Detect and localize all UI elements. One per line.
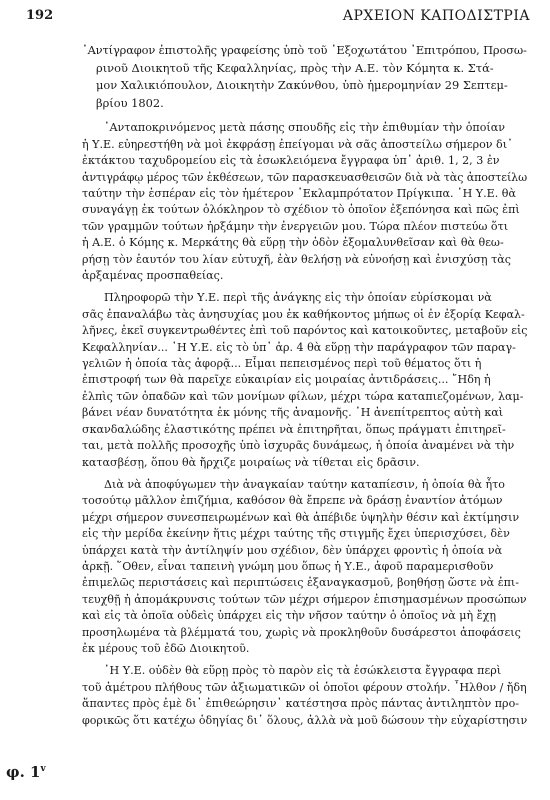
- page-number: 192: [26, 8, 54, 23]
- paragraph-line: ἐπιστροφή των θὰ παρεῖχε εὐκαιρίαν εἰς μοιραίας ἀντιδράσεις... ῎Ηδη ἡ: [82, 373, 491, 387]
- paragraph-line: ἀρκῇ. ῞Οθεν, εἶναι ταπεινὴ γνώμη μου ὅπως ἡ Υ.Ε., ἀφοῦ παραμερισθοῦν: [82, 559, 494, 573]
- running-title: ΑΡΧΕΙΟΝ ΚΑΠΟΔΙΣΤΡΙΑ: [342, 8, 530, 24]
- page-header: [26, 8, 530, 30]
- paragraph-line: Κεφαλληνίαν... ῾Η Υ.Ε. εἰς τὸ ὑπ᾽ ἀρ. 4 θὰ εὕρῃ τὴν παράγραφον τῶν παραγ-: [82, 340, 516, 354]
- folio-side: v: [40, 764, 46, 774]
- paragraph-line: βάνει νέαν δυνατότητα ἐκ μόνης τῆς ἀναμονῆς. ῾Η ἀνεπίτρεπτος αὐτὴ καὶ: [82, 406, 504, 420]
- heading-line: βρίου 1802.: [96, 95, 164, 110]
- paragraph-line: καὶ εἰς τὰ ὁποῖα οὐδεὶς ὑπάρχει εἰς τὴν νῆσον ταύτην ὁ ὁποῖος νὰ μὴ ἔχῃ: [82, 609, 496, 623]
- paragraph-line: κατασβέσῃ, ὅπου θὰ ἤρχιζε μοιραίως νὰ τίθεται εἰς δρᾶσιν.: [82, 455, 420, 469]
- paragraph-line: σκανδαλώδης ἐλαστικότης πρέπει νὰ ἐπιτηρῆται, ὅπως πράγματι ἐπιτηρεῖ-: [82, 422, 506, 436]
- paragraph-line: συναγάγῃ ἐκ τούτων ὁλόκληρον τὸ σχέδιον τὸ ὁποῖον ἐξεπόνησα καὶ πῶς ἐπὶ: [82, 203, 520, 217]
- letter-heading: [82, 42, 527, 112]
- document-body: [82, 42, 527, 735]
- body-paragraph: [82, 290, 527, 470]
- paragraph-line: τευχθῇ ἡ ἀπομάκρυνσις τούτων τῶν μέχρι σήμερον ἐπισημασμένων προσώπων: [82, 592, 527, 606]
- paragraph-line: σᾶς ἐπαναλάβω τὰς ἀνησυχίας μου ἐκ καθήκοντος μήπως οἱ ἐν ἐξορίᾳ Κεφαλ-: [82, 307, 525, 321]
- paragraph-line: Διὰ νὰ ἀποφύγωμεν τὴν ἀναγκαίαν ταύτην καταπίεσιν, ἡ ὁποία θὰ ἦτο: [104, 477, 505, 491]
- paragraph-line: τῶν γραμμῶν τούτων ἠρξάμην τὴν ἐνεργειῶν μου. Τώρα πλέον πιστεύω ὅτι: [82, 219, 509, 233]
- paragraph-line: ρήσῃ τὸν ἑαυτόν του λίαν εὐτυχῆ, ἐὰν θελήσῃ νὰ εὐνοήσῃ καὶ ἐνισχύσῃ τὰς: [82, 252, 511, 266]
- paragraph-line: μέχρι σήμερον συνεσπειρωμένων καὶ θὰ ἀπέβιδε ὑψηλὴν θέσιν καὶ ἐκτίμησιν: [82, 510, 520, 524]
- paragraph-line: ἐπιμελῶς περιστάσεις καὶ περιπτώσεις ἐξαναγκασμοῦ, βοηθήσῃ ὥστε νὰ ἐπι-: [82, 576, 520, 590]
- letter-paragraphs: [82, 120, 527, 729]
- paragraph-line: Πληροφορῶ τὴν Υ.Ε. περὶ τῆς ἀνάγκης εἰς τὴν ὁποίαν εὑρίσκομαι νὰ: [104, 291, 492, 305]
- paragraph-line: ἀρξαμένας προσπαθείας.: [82, 269, 224, 283]
- heading-line: μον Χαλικιόπουλον, Διοικητὴν Ζακύνθου, ὑπὸ ἡμερομηνίαν 29 Σεπτεμ-: [96, 78, 508, 93]
- paragraph-line: προσηλωμένα τὰ βλέμματά του, χωρὶς νὰ προκληθοῦν δυσάρεστοι ἀποφάσεις: [82, 625, 521, 639]
- paragraph-line: φορικῶς ὅτι κατέχω ὁδηγίας δι᾽ ὅλους, ἀλλὰ νὰ μοῦ δώσουν τὴν εὐχαρίστησιν: [82, 713, 527, 727]
- paragraph-line: ἀντιγράφῳ μέρος τῶν ἐκθέσεων, τῶν παρασκευασθεισῶν διὰ νὰ τὰς ἀποστείλω: [82, 170, 527, 184]
- paragraph-line: ἅπαντες πρὸς ἐμὲ δι᾽ ἐπιθεώρησιν᾽ κατέστησα πρὸς πάντας ἀντιληπτὸν προ-: [82, 697, 519, 711]
- paragraph-line: ται, μετὰ πολλῆς προσοχῆς ὑπὸ ἰσχυρᾶς δυνάμεως, ἡ ὁποία ἀναμένει νὰ τὴν: [82, 439, 515, 453]
- paragraph-line: τοῦ ἀμέτρου πλήθους τῶν ἀξιωματικῶν οἱ ὁποῖοι φέρουν στολήν. ῏Ηλθον / ἤδη: [82, 680, 527, 694]
- paragraph-line: ἐλπὶς τῶν ὀπαδῶν καὶ τῶν μονίμων φίλων, μέχρι τώρα καταπιεζομένων, λαμ-: [82, 389, 524, 403]
- paragraph-line: ἡ Υ.Ε. εὐηρεστήθη νὰ μοὶ ἐκφράσῃ ἐπείγομαι νὰ σᾶς ἀποστείλω σήμερον δι᾽: [82, 137, 513, 151]
- paragraph-line: λῆνες, ἐκεῖ συγκεντρωθέντες ἐπὶ τοῦ παρόντος καὶ κατοικοῦντες, μεταβοῦν εἰς: [82, 324, 527, 338]
- paragraph-line: ῾Η Υ.Ε. οὐδὲν θὰ εὕρῃ πρὸς τὸ παρὸν εἰς τὰ ἐσώκλειστα ἔγγραφα περὶ: [104, 664, 502, 678]
- paragraph-line: ὑπάρχει κατὰ τὴν ἀντίληψίν μου σχέδιον, δὲν ὑπάρχει φροντὶς ἡ ὁποία νὰ: [82, 543, 503, 557]
- body-paragraph: [82, 477, 527, 657]
- heading-line: ᾽Αντίγραφον ἐπιστολῆς γραφείσης ὑπὸ τοῦ ᾽Εξοχωτάτου ᾽Επιτρόπου, Προσω-: [82, 43, 527, 57]
- paragraph-line: εἰς τὴν μερίδα ἐκείνην ἥτις μέχρι ταύτης τῆς στιγμῆς ἔχει ὑπερισχύσει, δὲν: [82, 527, 510, 541]
- paragraph-line: ᾽Ανταποκρινόμενος μετὰ πάσης σπουδῆς εἰς τὴν ἐπιθυμίαν τὴν ὁποίαν: [104, 121, 505, 135]
- paragraph-line: ἐκ μέρους τοῦ ἐδῶ Διοικητοῦ.: [82, 641, 250, 655]
- paragraph-line: ταύτην τὴν ἑσπέραν εἰς τὸν ἡμέτερον ᾽Εκλαμπρότατον Πρίγκιπα. ῾Η Υ.Ε. θὰ: [82, 187, 516, 200]
- paragraph-line: ἡ Α.Ε. ὁ Κόμης κ. Μερκάτης θὰ εὕρῃ τὴν ὁδὸν ἐξομαλυνθεῖσαν καὶ θὰ θεω-: [82, 236, 504, 250]
- heading-line: ρινοῦ Διοικητοῦ τῆς Κεφαλληνίας, πρὸς τὴν Α.Ε. τὸν Κόμητα κ. Στά-: [96, 60, 494, 75]
- body-paragraph: [82, 120, 527, 284]
- paragraph-line: ἐκτάκτου ταχυδρομείου εἰς τὰ ἐσωκλειόμενα ἔγγραφα ὑπ᾽ ἀριθ. 1, 2, 3 ἐν: [82, 154, 500, 168]
- folio-label: φ. 1: [6, 763, 41, 781]
- folio-margin-note: [6, 763, 46, 781]
- body-paragraph: [82, 663, 527, 729]
- paragraph-line: τοσούτῳ μᾶλλον ἐπιζήμια, καθόσον θὰ ἔπρεπε νὰ δράσῃ ἐναντίον ἀτόμων: [82, 494, 503, 508]
- paragraph-line: γελιῶν ἡ ὁποία τὰς ἀφορᾷ... Εἶμαι πεπεισμένος περὶ τοῦ θέματος ὅτι ἡ: [82, 357, 482, 371]
